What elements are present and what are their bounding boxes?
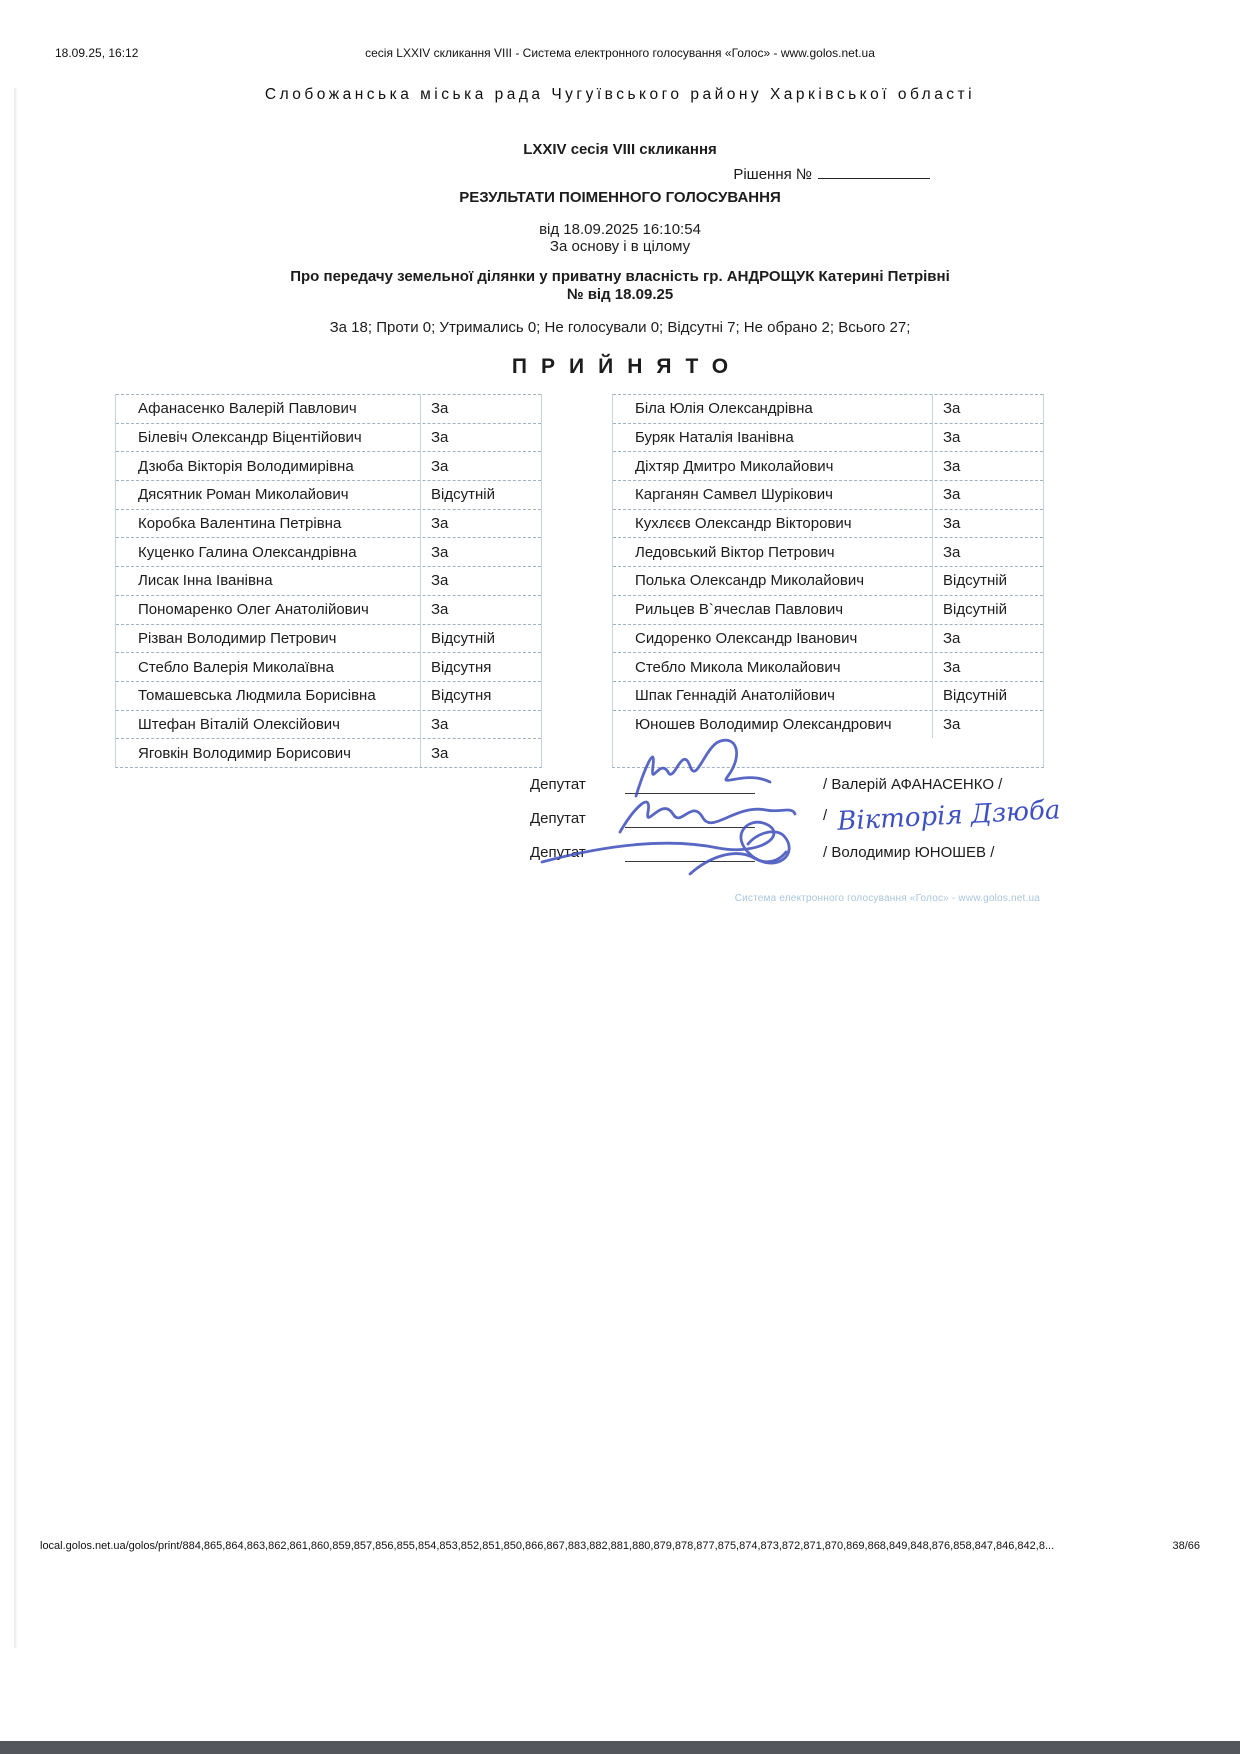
vote-value: За bbox=[932, 653, 1043, 681]
decision-result: ПРИЙНЯТО bbox=[511, 355, 743, 378]
table-row bbox=[613, 566, 1043, 595]
vote-table-left bbox=[115, 394, 542, 768]
table-row bbox=[116, 537, 541, 566]
vote-datetime: від 18.09.2025 16:10:54 bbox=[539, 221, 701, 238]
signer-printed-name: / Володимир ЮНОШЕВ / bbox=[823, 844, 995, 861]
deputy-name: Яговкін Володимир Борисович bbox=[138, 744, 351, 762]
deputy-name: Афанасенко Валерій Павлович bbox=[138, 400, 357, 418]
signature-row bbox=[0, 794, 1240, 837]
table-row bbox=[116, 394, 541, 423]
deputy-name: Юношев Володимир Олександрович bbox=[635, 715, 892, 733]
table-row bbox=[116, 652, 541, 681]
signature-row bbox=[0, 828, 1240, 862]
council-title: Слобожанська міська рада Чугуївського району Харківської області bbox=[264, 86, 976, 103]
vote-value: За bbox=[420, 395, 541, 423]
vote-subject-line1: Про передачу земельної ділянки у приватну власність гр. АНДРОЩУК Катерині Петрівні bbox=[290, 268, 950, 285]
table-row bbox=[116, 624, 541, 653]
decision-number-blank bbox=[818, 164, 930, 179]
vote-table-right bbox=[612, 394, 1044, 768]
deputy-name: Дзюба Вікторія Володимирівна bbox=[138, 457, 354, 475]
table-row bbox=[116, 509, 541, 538]
table-row bbox=[613, 509, 1043, 538]
table-row bbox=[613, 652, 1043, 681]
deputy-name: Шпак Геннадій Анатолійович bbox=[635, 687, 835, 705]
session-title: LXXIV сесія VIII скликання bbox=[523, 141, 717, 158]
deputy-label: Депутат bbox=[530, 776, 586, 793]
table-row bbox=[613, 681, 1043, 710]
signature-row bbox=[0, 760, 1240, 794]
vote-value: За bbox=[932, 711, 1043, 739]
deputy-name: Рильцев В`ячеслав Павлович bbox=[635, 601, 844, 619]
deputy-name: Пономаренко Олег Анатолійович bbox=[138, 601, 369, 619]
vote-value: Відсутня bbox=[420, 653, 541, 681]
vote-value: За bbox=[932, 424, 1043, 452]
vote-value: За bbox=[420, 452, 541, 480]
table-row bbox=[613, 595, 1043, 624]
table-row bbox=[116, 451, 541, 480]
print-footer bbox=[40, 1540, 1200, 1552]
vote-value: За bbox=[420, 711, 541, 739]
deputy-name: Білевіч Олександр Віцентійович bbox=[138, 429, 362, 447]
vote-value: За bbox=[420, 596, 541, 624]
deputy-name: Різван Володимир Петрович bbox=[138, 629, 337, 647]
decision-number-line bbox=[733, 164, 930, 183]
vote-value: Відсутній bbox=[932, 567, 1043, 595]
vote-value: За bbox=[932, 481, 1043, 509]
system-watermark: Система електронного голосування «Голос» - www.golos.net.ua bbox=[734, 893, 1040, 904]
table-row bbox=[613, 451, 1043, 480]
table-row bbox=[613, 624, 1043, 653]
vote-value: За bbox=[420, 739, 541, 767]
table-row bbox=[116, 480, 541, 509]
deputy-name: Стебло Валерія Миколаївна bbox=[138, 658, 334, 676]
vote-value: Відсутня bbox=[420, 682, 541, 710]
table-row bbox=[613, 537, 1043, 566]
vote-value: Відсутній bbox=[420, 481, 541, 509]
signer-handwritten-name: Вікторія Дзюба bbox=[836, 795, 1062, 837]
deputy-name: Буряк Наталія Іванівна bbox=[635, 429, 794, 447]
deputy-name: Біла Юлія Олександрівна bbox=[635, 400, 813, 418]
deputy-name: Ледовський Віктор Петрович bbox=[635, 543, 835, 561]
print-header-title: сесія LXXIV скликання VIII - Система електронного голосування «Голос» - www.golos.net.ua bbox=[365, 46, 875, 60]
table-row bbox=[116, 681, 541, 710]
table-row bbox=[613, 480, 1043, 509]
footer-url: local.golos.net.ua/golos/print/884,865,864,863,862,861,860,859,857,856,855,854,853,852,851,850,866,867,883,882,881,880,879,878,877,875,874,873,872,871,870,869,868,849,848,876,858,847,846,842,8... bbox=[40, 1540, 1055, 1552]
signature-block bbox=[0, 760, 1240, 862]
vote-value: За bbox=[932, 538, 1043, 566]
deputy-name: Лисак Інна Іванівна bbox=[138, 572, 273, 590]
vote-value: За bbox=[420, 538, 541, 566]
results-heading: РЕЗУЛЬТАТИ ПОІМЕННОГО ГОЛОСУВАННЯ bbox=[459, 189, 781, 206]
signer-printed-name: / Валерій АФАНАСЕНКО / bbox=[823, 776, 1003, 793]
table-row bbox=[613, 423, 1043, 452]
deputy-name: Дясятник Роман Миколайович bbox=[138, 486, 349, 504]
deputy-name: Сидоренко Олександр Іванович bbox=[635, 629, 858, 647]
vote-value: Відсутній bbox=[420, 625, 541, 653]
table-row bbox=[116, 423, 541, 452]
viewer-bottom-bar bbox=[0, 1741, 1240, 1754]
deputy-name: Полька Олександр Миколайович bbox=[635, 572, 865, 590]
deputy-label: Депутат bbox=[530, 844, 586, 861]
vote-subject bbox=[0, 268, 1240, 303]
vote-value: За bbox=[420, 424, 541, 452]
vote-subject-line2: № від 18.09.25 bbox=[566, 285, 674, 303]
table-row bbox=[116, 566, 541, 595]
vote-value: За bbox=[932, 395, 1043, 423]
deputy-label: Депутат bbox=[530, 810, 586, 827]
vote-value: За bbox=[420, 510, 541, 538]
table-row bbox=[116, 710, 541, 739]
deputy-name: Куценко Галина Олександрівна bbox=[138, 543, 357, 561]
print-datetime: 18.09.25, 16:12 bbox=[55, 46, 139, 60]
vote-value: Відсутній bbox=[932, 596, 1043, 624]
signer-printed-name: / Вікторія Дзюба bbox=[823, 795, 1062, 837]
signature-line bbox=[625, 843, 755, 862]
vote-summary: За 18; Проти 0; Утримались 0; Не голосували 0; Відсутні 7; Не обрано 2; Всього 27; bbox=[329, 319, 911, 336]
deputy-name: Томашевська Людмила Борисівна bbox=[138, 687, 376, 705]
vote-value: За bbox=[932, 510, 1043, 538]
deputy-name: Штефан Віталій Олексійович bbox=[138, 715, 340, 733]
vote-value: За bbox=[420, 567, 541, 595]
table-row bbox=[116, 595, 541, 624]
signature-line bbox=[625, 809, 755, 828]
table-row bbox=[613, 394, 1043, 423]
vote-tables bbox=[115, 394, 1044, 768]
signature-line bbox=[625, 775, 755, 794]
vote-value: Відсутній bbox=[932, 682, 1043, 710]
vote-value: За bbox=[932, 452, 1043, 480]
deputy-name: Стебло Микола Миколайович bbox=[635, 658, 841, 676]
deputy-name: Карганян Самвел Шурікович bbox=[635, 486, 833, 504]
footer-page-number: 38/66 bbox=[1172, 1540, 1200, 1552]
deputy-name: Кухлєєв Олександр Вікторович bbox=[635, 515, 852, 533]
table-row bbox=[613, 710, 1043, 739]
vote-value: За bbox=[932, 625, 1043, 653]
deputy-name: Коробка Валентина Петрівна bbox=[138, 515, 342, 533]
deputy-name: Діхтяр Дмитро Миколайович bbox=[635, 457, 834, 475]
print-header bbox=[0, 46, 1240, 62]
decision-number-label: Рішення № bbox=[733, 166, 812, 183]
vote-basis: За основу і в цілому bbox=[549, 238, 691, 255]
